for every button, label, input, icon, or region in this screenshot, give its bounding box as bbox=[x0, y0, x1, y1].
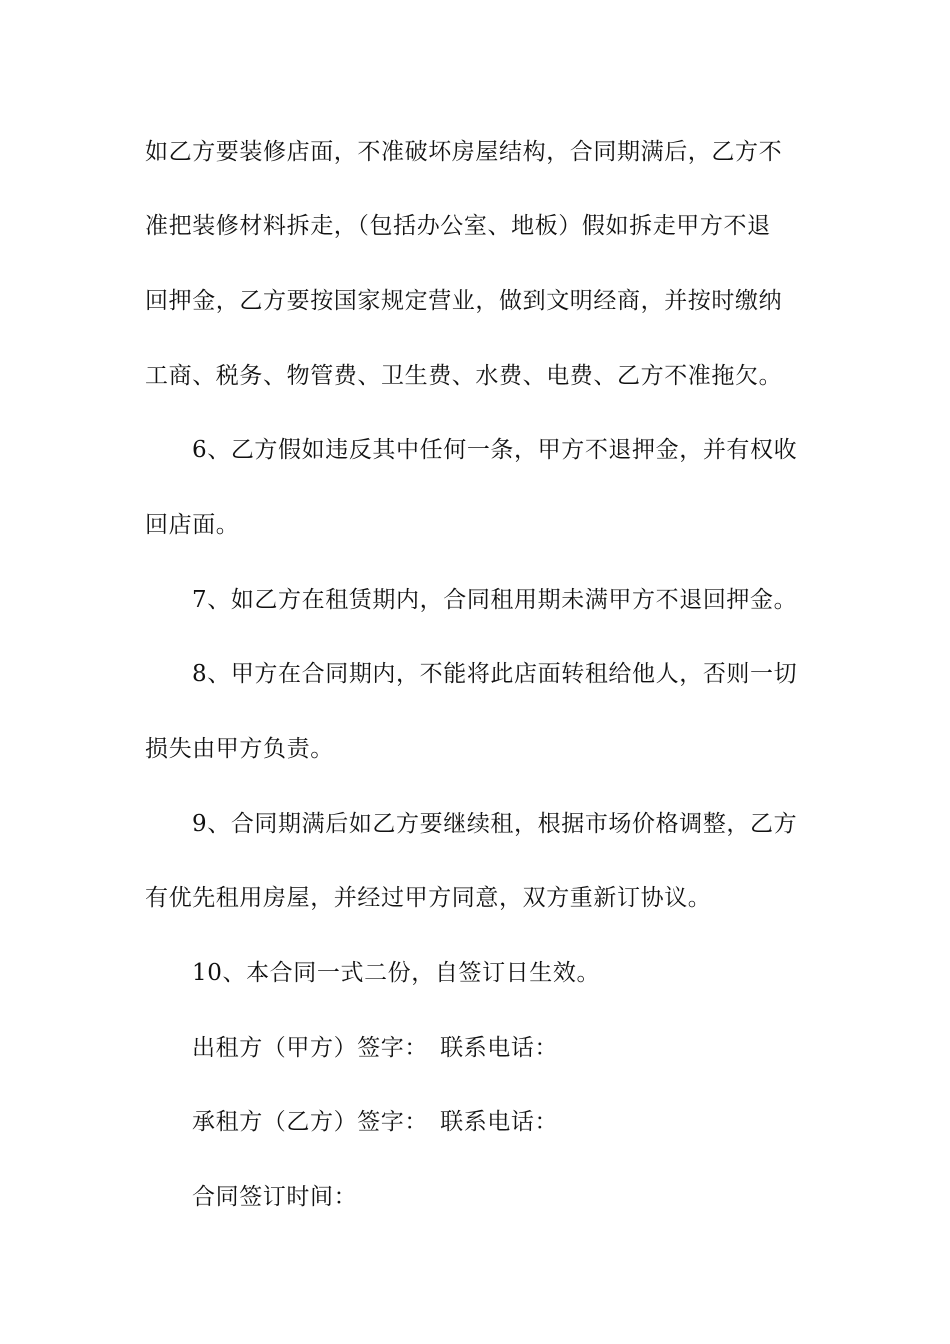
clause-7-line: 7、如乙方在租赁期内，合同租用期未满甲方不退回押金。 bbox=[192, 587, 798, 613]
signing-date-line: 合同签订时间： bbox=[192, 1184, 358, 1210]
lessor-signature-line: 出租方（甲方）签字： 联系电话： bbox=[192, 1035, 559, 1061]
clause-10-line: 10、本合同一式二份，自签订日生效。 bbox=[192, 960, 601, 986]
paragraph-line: 如乙方要装修店面，不准破坏房屋结构，合同期满后，乙方不 bbox=[145, 139, 783, 165]
paragraph-line: 有优先租用房屋，并经过甲方同意，双方重新订协议。 bbox=[145, 885, 712, 911]
clause-6-line: 6、乙方假如违反其中任何一条，甲方不退押金，并有权收 bbox=[192, 437, 798, 463]
paragraph-line: 损失由甲方负责。 bbox=[145, 736, 334, 762]
paragraph-line: 工商、税务、物管费、卫生费、水费、电费、乙方不准拖欠。 bbox=[145, 363, 783, 389]
paragraph-line: 回押金，乙方要按国家规定营业，做到文明经商，并按时缴纳 bbox=[145, 288, 783, 314]
lessee-signature-line: 承租方（乙方）签字： 联系电话： bbox=[192, 1109, 559, 1135]
paragraph-line: 回店面。 bbox=[145, 512, 240, 538]
clause-9-line: 9、合同期满后如乙方要继续租，根据市场价格调整，乙方 bbox=[192, 811, 798, 837]
clause-8-line: 8、甲方在合同期内，不能将此店面转租给他人，否则一切 bbox=[192, 661, 798, 687]
paragraph-line: 准把装修材料拆走，（包括办公室、地板）假如拆走甲方不退 bbox=[145, 213, 771, 239]
